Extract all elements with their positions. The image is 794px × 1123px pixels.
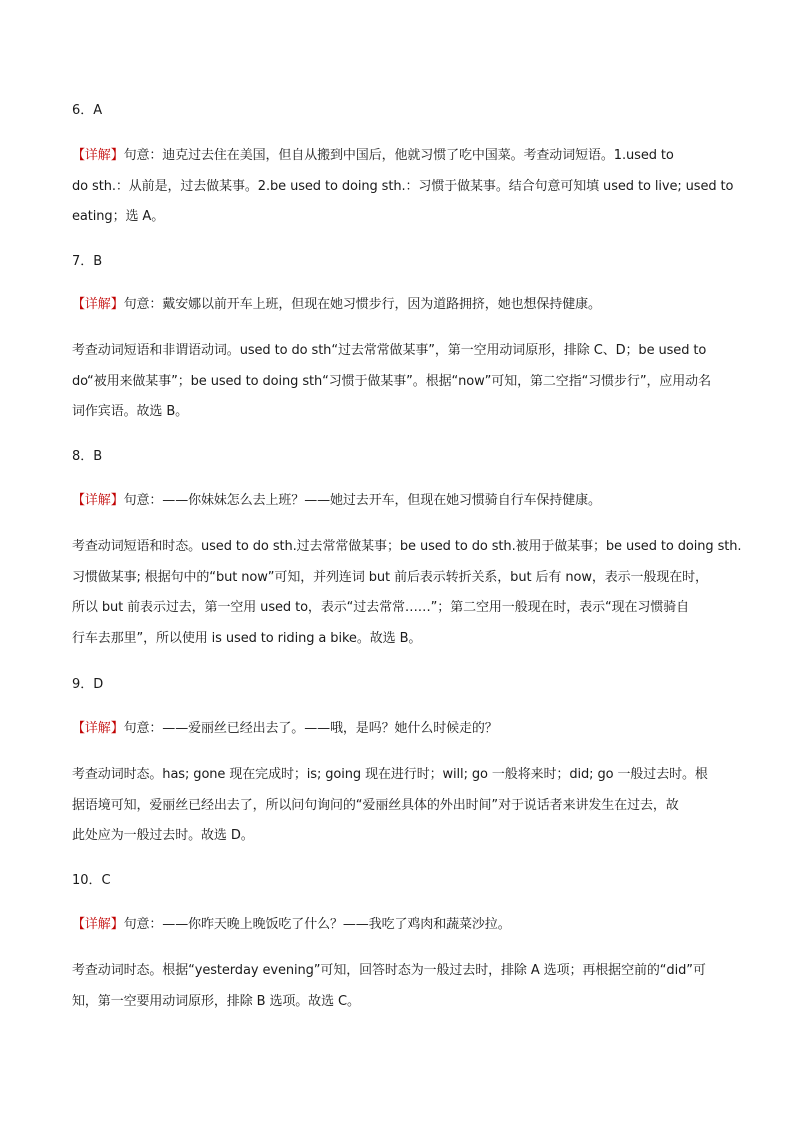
detail-tag: 【详解】 [72,493,124,508]
answer-8: 8．B [72,449,103,464]
detail-line: 【详解】句意：——你昨天晚上晚饭吃了什么？——我吃了鸡肉和蔬菜沙拉。 [72,917,511,932]
analysis-line: 考查动词时态。根据“yesterday evening”可知，回答时态为一般过去时，排除 A 选项；再根据空前的“did”可 [72,963,706,978]
detail-10 [72,910,722,941]
analysis-line: 据语境可知，爱丽丝已经出去了，所以问句询问的“爱丽丝具体的外出时间”对于说话者来讲发生在过去，故 [72,797,679,813]
detail-tag: 【详解】 [72,297,124,312]
analysis-line: do“被用来做某事”；be used to doing sth“习惯于做某事”。根据“now”可知，第二空指“习惯步行”，应用动名 [72,373,711,389]
detail-8 [72,486,722,517]
detail-tag: 【详解】 [72,148,124,163]
answer-7: 7．B [72,254,103,269]
detail-line: eating；选 A。 [72,209,165,224]
detail-6 [72,141,734,233]
analysis-line: 所以 but 前表示过去，第一空用 used to，表示“过去常常……”；第二空用一般现在时，表示“现在习惯骑自 [72,600,690,615]
detail-tag: 【详解】 [72,917,124,932]
detail-line: do sth.：从前是，过去做某事。2.be used to doing sth.：习惯于做某事。结合句意可知填 used to live; used to [72,178,734,194]
analysis-8 [72,532,742,654]
detail-line: 【详解】句意：——爱丽丝已经出去了。——哦，是吗？她什么时候走的？ [72,721,498,736]
detail-line: 【详解】句意：——你妹妹怎么去上班？——她过去开车，但现在她习惯骑自行车保持健康。 [72,493,601,508]
detail-line: 【详解】句意：戴安娜以前开车上班，但现在她习惯步行，因为道路拥挤，她也想保持健康。 [72,297,601,312]
analysis-7 [72,336,722,428]
analysis-line: 考查动词时态。has; gone 现在完成时；is; going 现在进行时；will; go 一般将来时；did; go 一般过去时。根 [72,767,708,782]
analysis-line: 行车去那里”，所以使用 is used to riding a bike。故选 B。 [72,630,422,646]
analysis-line: 考查动词短语和非谓语动词。used to do sth“过去常常做某事”，第一空用动词原形，排除 C、D；be used to [72,343,707,358]
analysis-10 [72,956,722,1017]
analysis-line: 考查动词短语和时态。used to do sth.过去常常做某事；be used to do sth.被用于做某事；be used to doing sth. [72,539,742,554]
analysis-line: 词作宾语。故选 B。 [72,404,189,419]
answer-6: 6．A [72,103,103,118]
analysis-9 [72,760,722,852]
analysis-line: 知，第一空要用动词原形，排除 B 选项。故选 C。 [72,993,360,1009]
detail-7 [72,290,722,321]
analysis-line: 习惯做某事; 根据句中的“but now”可知，并列连词 but 前后表示转折关系，but 后有 now，表示一般现在时， [72,569,708,585]
answer-10: 10．C [72,873,111,888]
analysis-line: 此处应为一般过去时。故选 D。 [72,828,254,843]
detail-tag: 【详解】 [72,721,124,736]
detail-line: 【详解】句意：迪克过去住在美国，但自从搬到中国后，他就习惯了吃中国菜。考查动词短语。1.used to [72,148,674,163]
detail-9 [72,714,722,745]
answer-9: 9．D [72,677,104,692]
